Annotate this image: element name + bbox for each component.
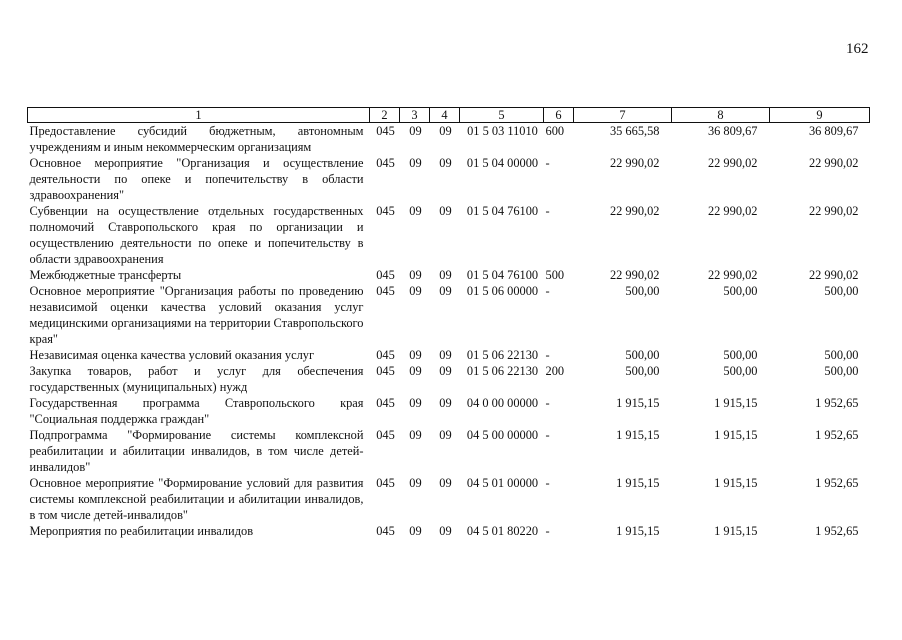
header-cell: 6 <box>544 108 574 123</box>
row-subsection: 09 <box>439 476 452 490</box>
row-subsection: 09 <box>439 156 452 170</box>
row-section: 09 <box>409 524 422 538</box>
table-row <box>28 363 870 395</box>
row-target-article: 01 5 06 22130 <box>466 364 539 378</box>
row-expense-type: - <box>545 524 550 538</box>
row-subsection: 09 <box>439 524 452 538</box>
row-amount-col8: 1 915,15 <box>714 396 758 410</box>
row-ministry-code: 045 <box>376 364 395 378</box>
row-amount-col9: 1 952,65 <box>815 476 859 490</box>
row-expense-type: - <box>545 204 550 218</box>
row-target-article: 01 5 06 00000 <box>466 284 539 298</box>
row-amount-col8: 22 990,02 <box>707 204 758 218</box>
row-amount-col9: 1 952,65 <box>815 428 859 442</box>
row-section: 09 <box>409 124 422 138</box>
row-amount-col9: 1 952,65 <box>815 524 859 538</box>
row-subsection: 09 <box>439 428 452 442</box>
header-row <box>28 108 870 123</box>
row-ministry-code: 045 <box>376 476 395 490</box>
row-expense-type: - <box>545 156 550 170</box>
row-section: 09 <box>409 428 422 442</box>
row-amount-col9: 500,00 <box>824 284 859 298</box>
row-amount-col8: 500,00 <box>723 348 758 362</box>
row-amount-col7: 22 990,02 <box>609 204 660 218</box>
header-cell: 4 <box>430 108 460 123</box>
header-cell: 7 <box>574 108 672 123</box>
row-amount-col9: 22 990,02 <box>808 268 859 282</box>
row-name: Предоставление субсидий бюджетным, автономным учреждениям и иным некоммерческим организациям <box>29 124 364 154</box>
row-name: Независимая оценка качества условий оказания услуг <box>29 348 315 362</box>
budget-table <box>27 107 870 539</box>
row-amount-col8: 1 915,15 <box>714 476 758 490</box>
row-target-article: 01 5 04 76100 <box>466 268 539 282</box>
table-row <box>28 523 870 539</box>
row-amount-col9: 36 809,67 <box>808 124 859 138</box>
row-amount-col8: 1 915,15 <box>714 524 758 538</box>
row-target-article: 04 5 01 80220 <box>466 524 539 538</box>
row-amount-col8: 22 990,02 <box>707 268 758 282</box>
row-ministry-code: 045 <box>376 428 395 442</box>
row-ministry-code: 045 <box>376 124 395 138</box>
page-number: 162 <box>846 41 869 57</box>
table-row <box>28 203 870 267</box>
row-target-article: 01 5 04 00000 <box>466 156 539 170</box>
row-expense-type: - <box>545 348 550 362</box>
row-expense-type: - <box>545 396 550 410</box>
row-expense-type: - <box>545 284 550 298</box>
row-section: 09 <box>409 268 422 282</box>
row-subsection: 09 <box>439 268 452 282</box>
row-amount-col7: 22 990,02 <box>609 268 660 282</box>
row-amount-col9: 500,00 <box>824 364 859 378</box>
row-amount-col7: 500,00 <box>625 364 660 378</box>
row-name: Закупка товаров, работ и услуг для обеспечения государственных (муниципальных) нужд <box>29 364 364 394</box>
row-target-article: 04 5 01 00000 <box>466 476 539 490</box>
table-row <box>28 267 870 283</box>
row-name: Межбюджетные трансферты <box>29 268 182 282</box>
row-amount-col9: 1 952,65 <box>815 396 859 410</box>
row-amount-col9: 500,00 <box>824 348 859 362</box>
row-subsection: 09 <box>439 284 452 298</box>
row-amount-col8: 1 915,15 <box>714 428 758 442</box>
row-amount-col7: 1 915,15 <box>616 396 660 410</box>
row-section: 09 <box>409 364 422 378</box>
header-cell: 3 <box>400 108 430 123</box>
row-subsection: 09 <box>439 348 452 362</box>
header-cell: 2 <box>370 108 400 123</box>
row-amount-col9: 22 990,02 <box>808 156 859 170</box>
row-amount-col8: 500,00 <box>723 364 758 378</box>
row-amount-col7: 35 665,58 <box>609 124 660 138</box>
row-target-article: 01 5 04 76100 <box>466 204 539 218</box>
row-amount-col8: 36 809,67 <box>707 124 758 138</box>
row-name: Подпрограмма "Формирование системы комплексной реабилитации и абилитации инвалидов, в том числе детей-инвалидов" <box>29 428 364 474</box>
row-ministry-code: 045 <box>376 524 395 538</box>
row-expense-type: 500 <box>545 268 565 282</box>
row-ministry-code: 045 <box>376 204 395 218</box>
table-row <box>28 395 870 427</box>
table-row <box>28 155 870 203</box>
row-name: Мероприятия по реабилитации инвалидов <box>29 524 254 538</box>
row-name: Основное мероприятие "Формирование условий для развития системы комплексной реабилитации и абилитации инвалидов, в том числе детей-инвалидов" <box>29 476 364 522</box>
row-subsection: 09 <box>439 204 452 218</box>
row-subsection: 09 <box>439 364 452 378</box>
row-target-article: 01 5 03 11010 <box>467 124 538 138</box>
header-cell: 8 <box>672 108 770 123</box>
row-amount-col7: 1 915,15 <box>616 524 660 538</box>
table-row <box>28 347 870 363</box>
row-amount-col9: 22 990,02 <box>808 204 859 218</box>
row-ministry-code: 045 <box>376 396 395 410</box>
row-section: 09 <box>409 156 422 170</box>
row-ministry-code: 045 <box>376 348 395 362</box>
row-section: 09 <box>409 284 422 298</box>
row-ministry-code: 045 <box>376 268 395 282</box>
table-row <box>28 427 870 475</box>
table-row <box>28 283 870 347</box>
row-ministry-code: 045 <box>376 156 395 170</box>
row-amount-col8: 22 990,02 <box>707 156 758 170</box>
row-target-article: 04 0 00 00000 <box>466 396 539 410</box>
row-target-article: 04 5 00 00000 <box>466 428 539 442</box>
header-cell: 9 <box>770 108 870 123</box>
row-expense-type: 600 <box>545 124 565 138</box>
row-expense-type: - <box>545 428 550 442</box>
row-section: 09 <box>409 348 422 362</box>
row-subsection: 09 <box>439 124 452 138</box>
row-name: Основное мероприятие "Организация и осуществление деятельности по опеке и попечительству в области здравоохранения" <box>29 156 364 202</box>
row-amount-col7: 500,00 <box>625 348 660 362</box>
row-expense-type: 200 <box>545 364 565 378</box>
row-section: 09 <box>409 204 422 218</box>
row-section: 09 <box>409 396 422 410</box>
table-row <box>28 123 870 156</box>
row-amount-col8: 500,00 <box>723 284 758 298</box>
row-expense-type: - <box>545 476 550 490</box>
row-name: Основное мероприятие "Организация работы по проведению независимой оценки качества условий оказания услуг медицинскими организациями на территории Ставропольского края" <box>29 284 364 346</box>
row-amount-col7: 1 915,15 <box>616 476 660 490</box>
header-cell: 1 <box>28 108 370 123</box>
row-name: Государственная программа Ставропольского края "Социальная поддержка граждан" <box>29 396 364 426</box>
row-target-article: 01 5 06 22130 <box>466 348 539 362</box>
row-name: Субвенции на осуществление отдельных государственных полномочий Ставропольского края по организации и осуществлению деятельности по опеке и попечительству в области здравоохранения <box>29 204 364 266</box>
row-amount-col7: 500,00 <box>625 284 660 298</box>
row-amount-col7: 1 915,15 <box>616 428 660 442</box>
header-cell: 5 <box>460 108 544 123</box>
row-section: 09 <box>409 476 422 490</box>
row-amount-col7: 22 990,02 <box>609 156 660 170</box>
table-row <box>28 475 870 523</box>
row-subsection: 09 <box>439 396 452 410</box>
row-ministry-code: 045 <box>376 284 395 298</box>
